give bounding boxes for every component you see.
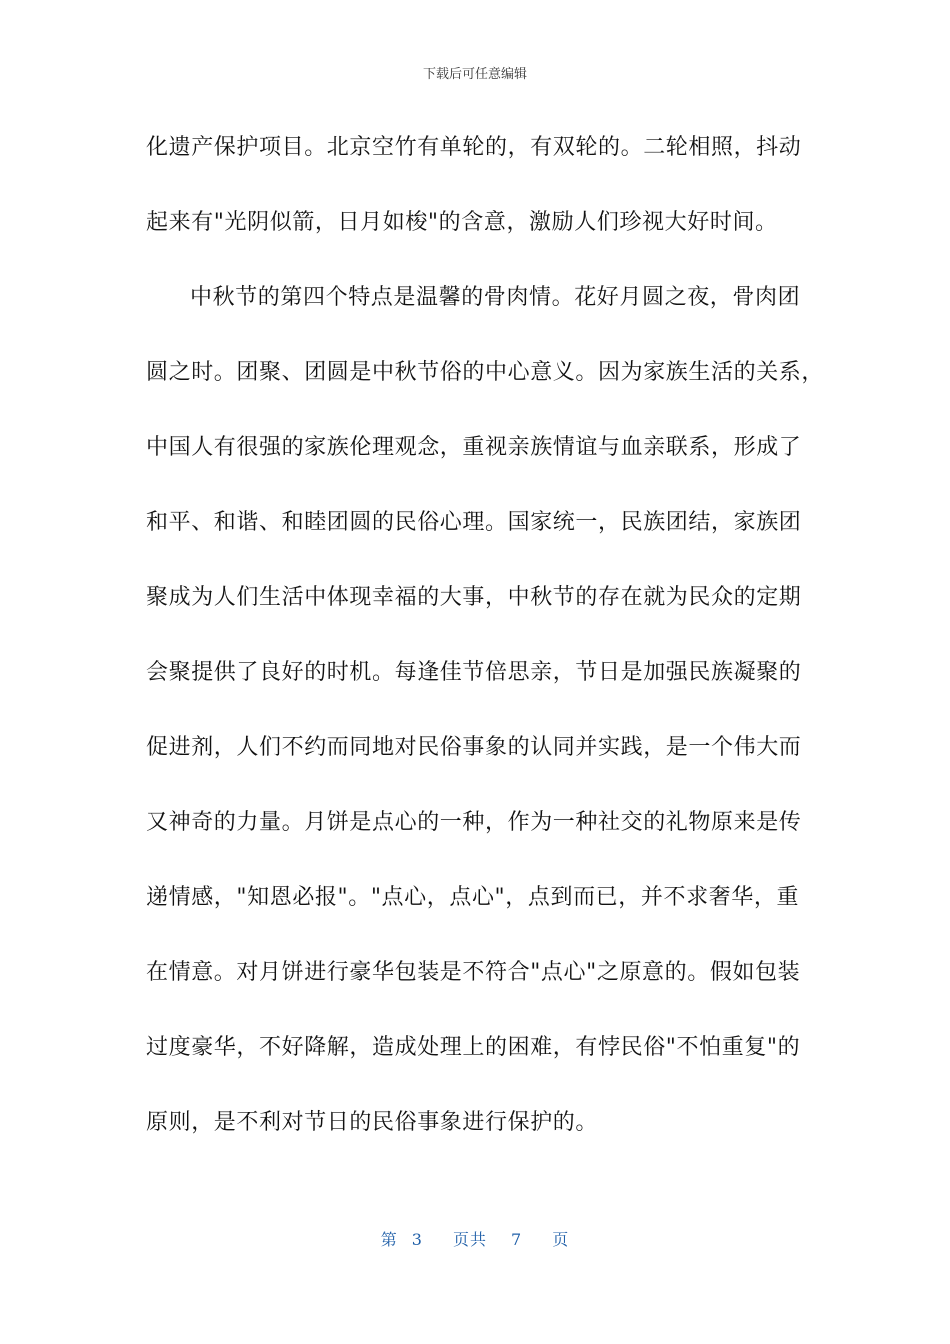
text-line: 会聚提供了良好的时机。每逢佳节倍思亲，节日是加强民族凝聚的 <box>146 660 802 685</box>
footer-middle: 页共 <box>452 1230 487 1249</box>
current-page-number: 3 <box>411 1230 423 1249</box>
text-line: 圆之时。团聚、团圆是中秋节俗的中心意义。因为家族生活的关系， <box>146 360 825 385</box>
text-line: 原则，是不利对节日的民俗事象进行保护的。 <box>146 1110 599 1135</box>
paragraph-start-line: 中秋节的第四个特点是温馨的骨肉情。花好月圆之夜，骨肉团 <box>190 285 801 310</box>
text-line: 化遗产保护项目。北京空竹有单轮的，有双轮的。二轮相照，抖动 <box>146 135 802 160</box>
text-line: 聚成为人们生活中体现幸福的大事，中秋节的存在就为民众的定期 <box>146 585 802 610</box>
page-footer <box>0 1229 950 1251</box>
footer-suffix: 页 <box>552 1230 570 1249</box>
text-line: 中国人有很强的家族伦理观念，重视亲族情谊与血亲联系，形成了 <box>146 435 802 460</box>
text-line: 起来有"光阴似箭，日月如梭"的含意，激励人们珍视大好时间。 <box>146 210 778 235</box>
footer-prefix: 第 <box>380 1230 398 1249</box>
text-line: 和平、和谐、和睦团圆的民俗心理。国家统一，民族团结，家族团 <box>146 510 802 535</box>
total-pages-number: 7 <box>511 1230 523 1249</box>
text-line: 促进剂，人们不约而同地对民俗事象的认同并实践，是一个伟大而 <box>146 735 802 760</box>
document-body <box>146 128 825 1178</box>
page-header-note: 下载后可任意编辑 <box>422 67 527 82</box>
text-line: 递情感，"知恩必报"。"点心，点心"，点到而已，并不求奢华，重 <box>146 885 800 910</box>
text-line: 在情意。对月饼进行豪华包装是不符合"点心"之原意的。假如包装 <box>146 960 801 985</box>
text-line: 又神奇的力量。月饼是点心的一种，作为一种社交的礼物原来是传 <box>146 810 802 835</box>
text-line: 过度豪华，不好降解，造成处理上的困难，有悖民俗"不怕重复"的 <box>146 1035 801 1060</box>
